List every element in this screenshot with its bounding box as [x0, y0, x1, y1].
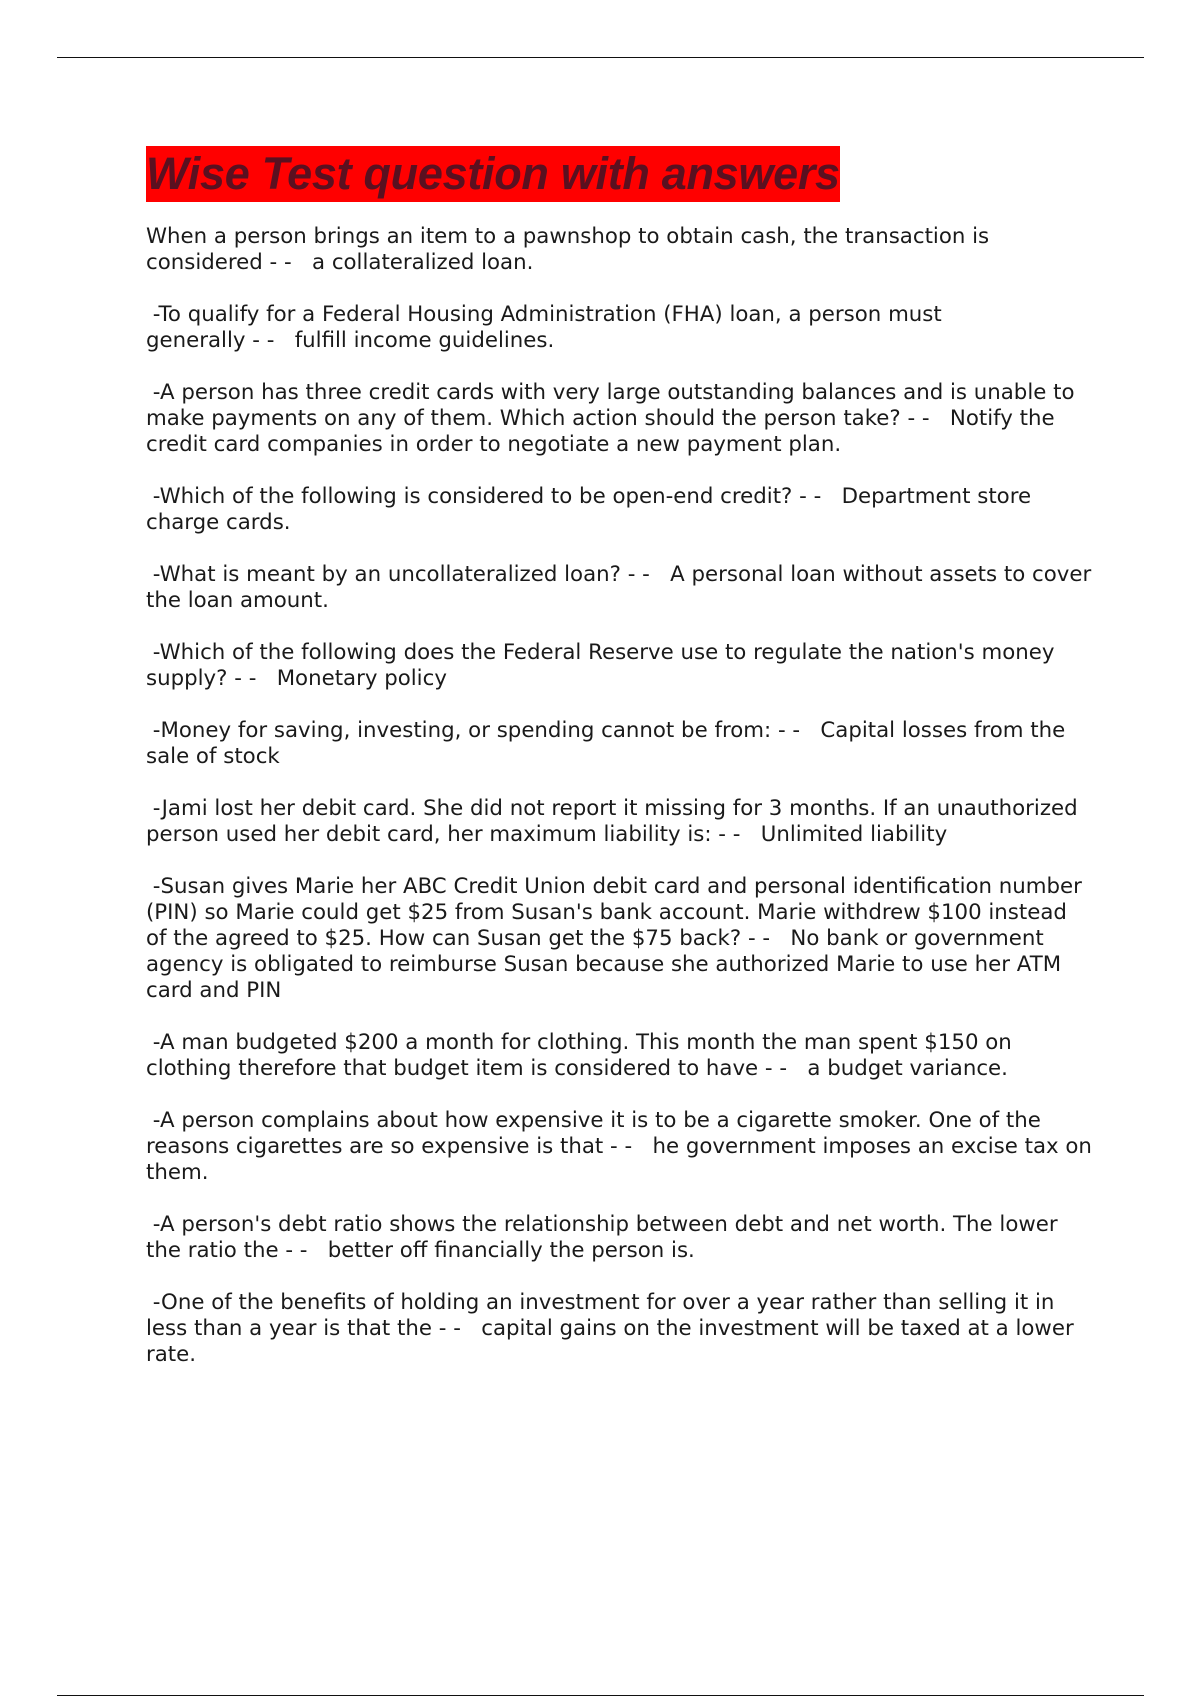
question-text: -Money for saving, investing, or spending cannot be from: [146, 718, 772, 743]
question-text: -Susan gives Marie her ABC Credit Union debit card and personal identification number (PIN) so Marie could get $25 from Susan's bank account. Marie withdrew $100 instead of the agreed to $25. How can Susan get the $75 back? [146, 874, 1089, 951]
question-text: -A man budgeted $200 a month for clothing. This month the man spent $150 on clothing therefore that budget item is considered to have [146, 1030, 1019, 1081]
qa-item [146, 796, 1092, 848]
question-text: -A person has three credit cards with very large outstanding balances and is unable to make payments on any of them. Which action should the person take? [146, 380, 1082, 431]
answer-separator: - - [262, 250, 312, 275]
footer-rule [57, 1695, 1144, 1696]
qa-item [146, 640, 1092, 692]
answer-separator: - - [792, 484, 842, 509]
answer-text: Unlimited liability [760, 822, 948, 847]
answer-separator: - - [900, 406, 950, 431]
qa-item [146, 1108, 1099, 1186]
answer-separator: - - [432, 1316, 482, 1341]
qa-item [146, 302, 1092, 354]
question-text: -Jami lost her debit card. She did not report it missing for 3 months. If an unauthorized person used her debit card, her maximum liability is: [146, 796, 1085, 847]
qa-list [146, 224, 1099, 1368]
document-title: Wise Test question with answers [146, 148, 840, 199]
question-text: -A person complains about how expensive it is to be a cigarette smoker. One of the reasons cigarettes are so expensive is that [146, 1108, 1048, 1159]
header-rule [57, 57, 1144, 58]
qa-item [146, 224, 1092, 276]
question-text: -To qualify for a Federal Housing Administration (FHA) loan, a person must generally [146, 302, 949, 353]
answer-text: No bank or government agency is obligated to reimburse Susan because she authorized Marie to use her ATM card and PIN [146, 926, 1068, 1003]
answer-separator: - - [758, 1056, 808, 1081]
answer-text: fulfill income guidelines. [294, 328, 555, 353]
qa-item [146, 484, 1092, 536]
answer-text: better off financially the person is. [327, 1238, 695, 1263]
qa-item [146, 718, 1092, 770]
answer-text: Capital losses from the sale of stock [146, 718, 1073, 769]
answer-text: a budget variance. [807, 1056, 1008, 1081]
answer-text: A personal loan without assets to cover the loan amount. [146, 562, 1099, 613]
answer-separator: - - [278, 1238, 328, 1263]
qa-item [146, 1030, 1092, 1082]
answer-text: Department store charge cards. [146, 484, 1038, 535]
question-text: -A person's debt ratio shows the relationship between debt and net worth. The lower the ratio the [146, 1212, 1065, 1263]
answer-separator: - - [227, 666, 277, 691]
qa-item [146, 380, 1092, 458]
answer-separator: - - [245, 328, 295, 353]
answer-separator: - - [741, 926, 791, 951]
answer-text: a collateralized loan. [312, 250, 534, 275]
answer-separator: - - [771, 718, 821, 743]
question-text: -Which of the following is considered to be open-end credit? [146, 484, 793, 509]
qa-item [146, 874, 1092, 1004]
answer-text: Monetary policy [276, 666, 447, 691]
title-highlight [146, 146, 840, 202]
answer-text: capital gains on the investment will be taxed at a lower rate. [146, 1316, 1081, 1367]
answer-text: Notify the credit card companies in order to negotiate a new payment plan. [146, 406, 1062, 457]
answer-text: he government imposes an excise tax on them. [146, 1134, 1099, 1185]
question-text: -One of the benefits of holding an investment for over a year rather than selling it in less than a year is that the [146, 1290, 1062, 1341]
qa-item [146, 1290, 1092, 1368]
answer-separator: - - [620, 562, 671, 587]
document-body [146, 146, 1099, 1394]
qa-item [146, 562, 1099, 614]
question-text: -What is meant by an uncollateralized loan? [146, 562, 621, 587]
answer-separator: - - [711, 822, 761, 847]
question-text: When a person brings an item to a pawnshop to obtain cash, the transaction is considered [146, 224, 996, 275]
qa-item [146, 1212, 1092, 1264]
answer-separator: - - [603, 1134, 653, 1159]
question-text: -Which of the following does the Federal Reserve use to regulate the nation's money supply? [146, 640, 1062, 691]
